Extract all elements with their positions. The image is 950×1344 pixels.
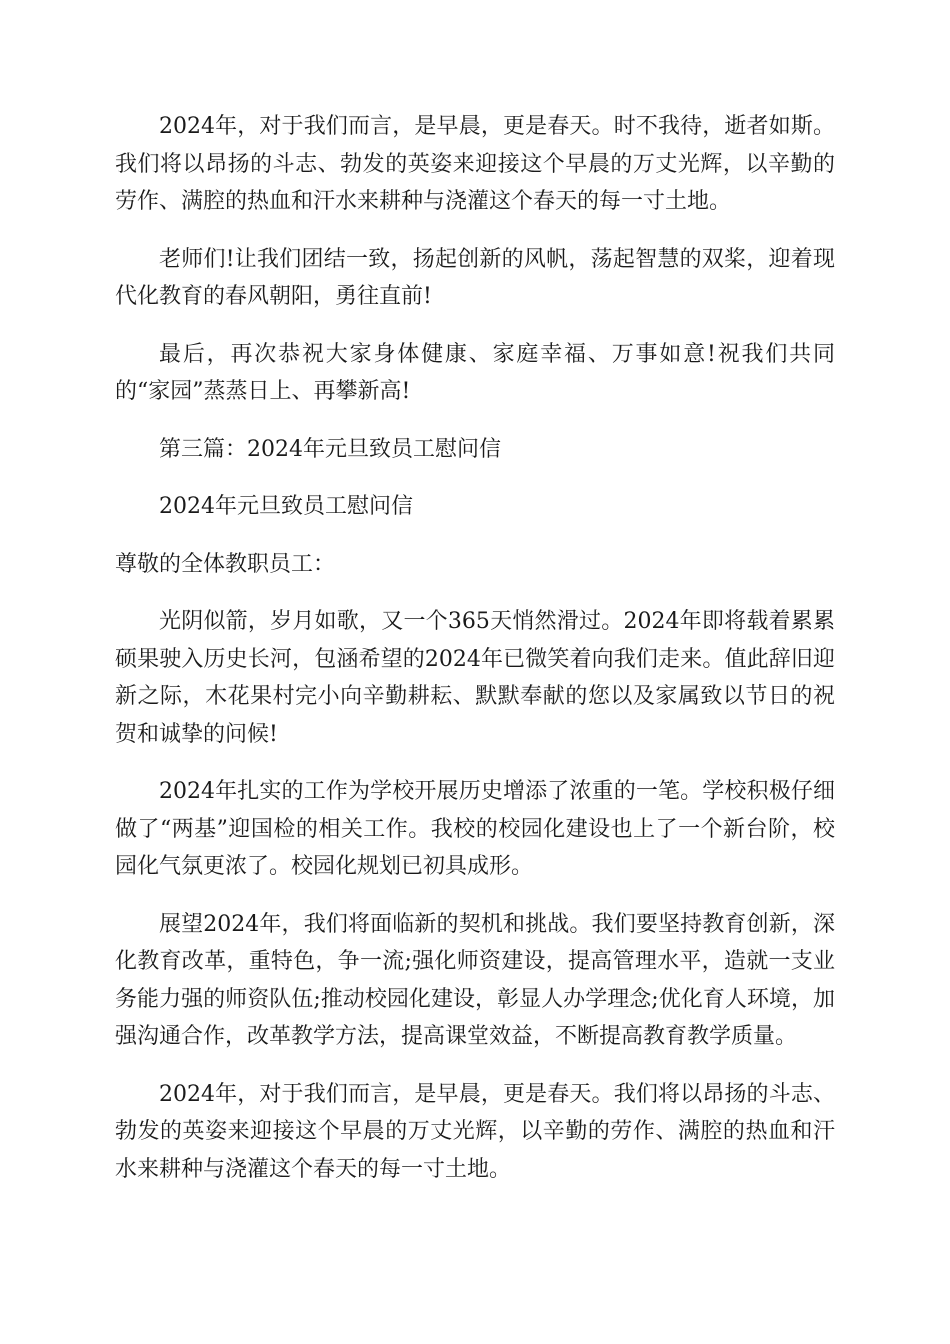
paragraph-spring-repeat: 2024年，对于我们而言，是早晨，更是春天。我们将以昂扬的斗志、勃发的英姿来迎接这个早晨的万丈光辉，以辛勤的劳作、满腔的热血和汗水来耕种与浇灌这个春天的每一寸土地。 [115,1081,835,1182]
paragraph-greeting: 光阴似箭，岁月如歌，又一个365天悄然滑过。2024年即将载着累累硕果驶入历史长河，包涵希望的2024年已微笑着向我们走来。值此辞旧迎新之际，木花果村完小向辛勤耕耘、默默奉献的您以及家属致以节日的祝贺和诚挚的问候! [115,609,835,747]
letter-title: 2024年元旦致员工慰问信 [159,494,413,519]
paragraph-review: 2024年扎实的工作为学校开展历史增添了浓重的一笔。学校积极仔细做了“两基”迎国检的相关工作。我校的校园化建设也上了一个新台阶，校园化气氛更浓了。校园化规划已初具成形。 [115,779,835,879]
paragraph-outlook: 展望2024年，我们将面临新的契机和挑战。我们要坚持教育创新，深化教育改革，重特色，争一流;强化师资建设，提高管理水平，造就一支业务能力强的师资队伍;推动校园化建设，彰显人办学理念;优化育人环境，加强沟通合作，改革教学方法，提高课堂效益，不断提高教育教学质量。 [115,911,835,1049]
paragraph-final-wishes: 最后，再次恭祝大家身体健康、家庭幸福、万事如意!祝我们共同的“家园”蒸蒸日上、再攀新高! [115,341,835,404]
document-body [115,108,835,1208]
paragraph-closing-spring: 2024年，对于我们而言，是早晨，更是春天。时不我待，逝者如斯。我们将以昂扬的斗志、勃发的英姿来迎接这个早晨的万丈光辉，以辛勤的劳作、满腔的热血和汗水来耕种与浇灌这个春天的每一寸土地。 [115,114,835,214]
section-heading: 第三篇：2024年元旦致员工慰问信 [159,436,501,462]
letter-salutation: 尊敬的全体教职员工： [115,551,336,577]
paragraph-teachers-call: 老师们!让我们团结一致，扬起创新的风帆，荡起智慧的双桨，迎着现代化教育的春风朝阳，勇往直前! [115,246,835,309]
